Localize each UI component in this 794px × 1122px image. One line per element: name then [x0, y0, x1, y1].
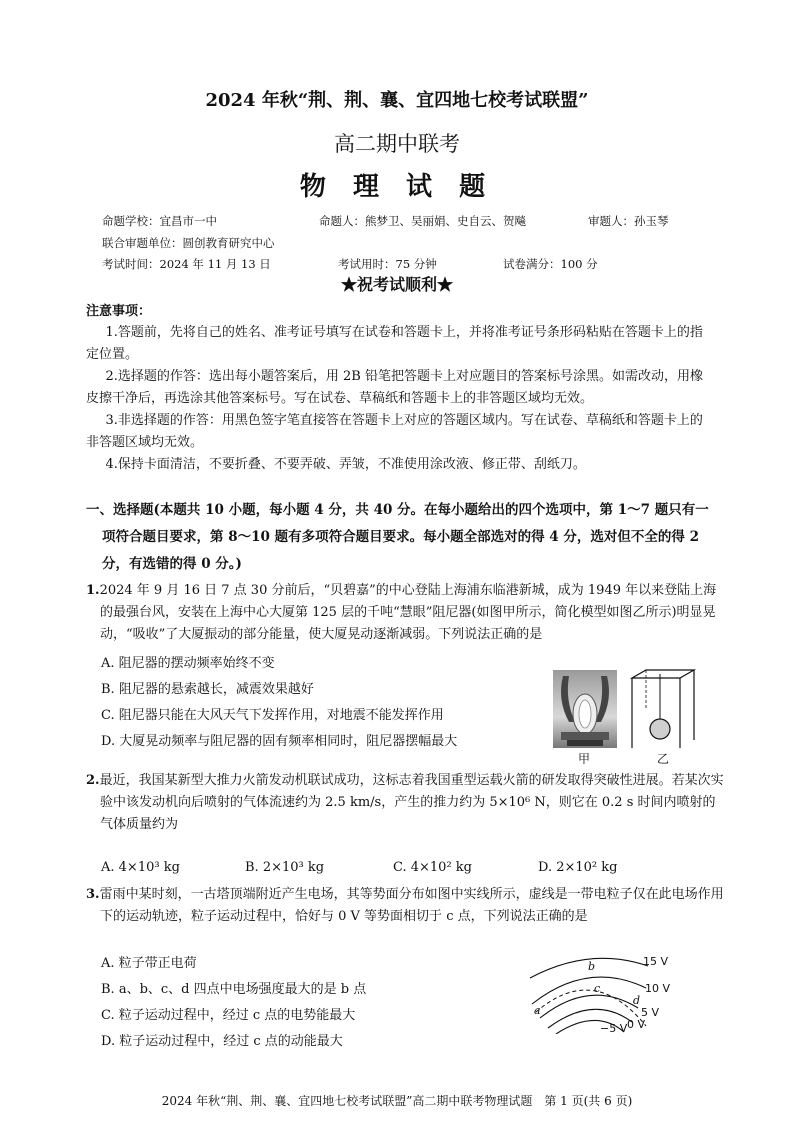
meta-duration: 考试用时：75 分钟: [338, 257, 437, 271]
q3-option-d: D. 粒子运动过程中，经过 c 点的动能最大: [101, 1034, 343, 1049]
q1-option-b: B. 阻尼器的悬索越长，减震效果越好: [101, 682, 314, 697]
meta-reviewer: 审题人：孙玉琴: [588, 214, 669, 228]
meta-authors: 命题人：熊梦卫、吴丽娟、史自云、贺飚: [319, 214, 526, 228]
q2-option-b: B. 2×10³ kg: [245, 860, 325, 875]
meta-joint-review: 联合审题单位：圆创教育研究中心: [102, 236, 275, 250]
pendulum-model-figure: [628, 668, 698, 750]
point-b-label: b: [588, 960, 596, 973]
question-2-number: 2.: [86, 773, 100, 788]
question-3-number: 3.: [86, 887, 100, 902]
notice-item-1: 1.答题前，先将自己的姓名、准考证号填写在试卷和答题卡上，并将准考证号条形码粘贴在答题卡上的指定位置。: [86, 325, 703, 362]
point-c-label: c: [594, 982, 601, 995]
notice-title: 注意事项：: [86, 304, 152, 319]
question-2: [86, 770, 728, 836]
label-5v: 5 V: [641, 1006, 660, 1019]
exam-subtitle: 高二期中联考: [334, 132, 460, 156]
damper-photo-figure: [553, 670, 617, 748]
notice-item-3: 3.非选择题的作答：用黑色签字笔直接答在答题卡上对应的答题区域内。写在试卷、草稿纸和答题卡上的非答题区域均无效。: [86, 413, 703, 450]
q3-option-a: A. 粒子带正电荷: [101, 956, 197, 971]
label-10v: 10 V: [645, 982, 671, 995]
point-d-label: d: [633, 994, 641, 1007]
question-1-number: 1.: [86, 583, 100, 598]
meta-school: 命题学校：宜昌市一中: [102, 214, 217, 228]
q2-option-d: D. 2×10² kg: [538, 860, 618, 875]
meta-full-score: 试卷满分：100 分: [503, 257, 598, 271]
q3-option-b: B. a、b、c、d 四点中电场强度最大的是 b 点: [101, 982, 367, 997]
page-footer: 2024 年秋“荆、荆、襄、宜四地七校考试联盟”高二期中联考物理试题 第 1 页(共 6 页): [161, 1094, 633, 1108]
question-1-stem: 2024 年 9 月 16 日 7 点 30 分前后，“贝碧嘉”的中心登陆上海浦东临港新城，成为 1949 年以来登陆上海的最强台风，安装在上海中心大厦第 125 层的千吨“慧眼”阻尼器(如图甲所示，简化模型如图乙所示)明显晃动，“吸收”了大厦振动的部分能量，使大厦晃动逐渐减弱。下列说法正确的是: [99, 583, 717, 642]
question-2-stem: 最近，我国某新型大推力火箭发动机联试成功，这标志着我国重型运载火箭的研发取得突破性进展。若某次实验中该发动机向后喷射的气体流速约为 2.5 km/s，产生的推力约为 5×10⁶ N，则它在 0.2 s 时间内喷射的气体质量约为: [99, 773, 724, 832]
figure-jia-label: 甲: [578, 752, 591, 766]
question-3-stem: 雷雨中某时刻，一古塔顶端附近产生电场，其等势面分布如图中实线所示，虚线是一带电粒子仅在此电场作用下的运动轨迹，粒子运动过程中，恰好与 0 V 等势面相切于 c 点，下列说法正确的是: [99, 887, 724, 924]
label-neg5v: −5 V: [600, 1022, 628, 1035]
q2-option-c: C. 4×10² kg: [393, 860, 472, 875]
section-heading-text: 一、选择题(本题共 10 小题，每小题 4 分，共 40 分。在每小题给出的四个选项中，第 1～7 题只有一项符合题目要求，第 8～10 题有多项符合题目要求。每小题全部选对的得 4 分，选对但不全的得 2 分，有选错的得 0 分。): [86, 502, 709, 572]
q1-option-d: D. 大厦晃动频率与阻尼器的固有频率相同时，阻尼器摆幅最大: [101, 734, 458, 749]
exam-title: 2024 年秋“荆、荆、襄、宜四地七校考试联盟”: [205, 90, 589, 111]
notice-item-4: 4.保持卡面清洁，不要折叠、不要弄破、弄皱，不准使用涂改液、修正带、刮纸刀。: [105, 457, 586, 472]
point-a-label: a: [534, 1004, 541, 1017]
q3-option-c: C. 粒子运动过程中，经过 c 点的电势能最大: [101, 1008, 356, 1023]
good-luck-banner: ★祝考试顺利★: [340, 275, 453, 294]
figure-yi-label: 乙: [657, 752, 670, 766]
question-1: [86, 580, 728, 646]
question-3: [86, 884, 728, 928]
label-0v: 0 V: [627, 1018, 646, 1031]
subject-title: 物 理 试 题: [299, 172, 495, 202]
section-heading: [86, 497, 716, 578]
meta-date: 考试时间：2024 年 11 月 13 日: [102, 257, 271, 271]
label-15v: 15 V: [643, 955, 669, 968]
q1-option-a: A. 阻尼器的摆动频率始终不变: [101, 656, 275, 671]
q2-option-a: A. 4×10³ kg: [101, 860, 180, 875]
q1-option-c: C. 阻尼器只能在大风天气下发挥作用，对地震不能发挥作用: [101, 708, 444, 723]
notice-item-2: 2.选择题的作答：选出每小题答案后，用 2B 铅笔把答题卡上对应题目的答案标号涂黑。如需改动，用橡皮擦干净后，再选涂其他答案标号。写在试卷、草稿纸和答题卡上的非答题区域均无效。: [86, 369, 703, 406]
